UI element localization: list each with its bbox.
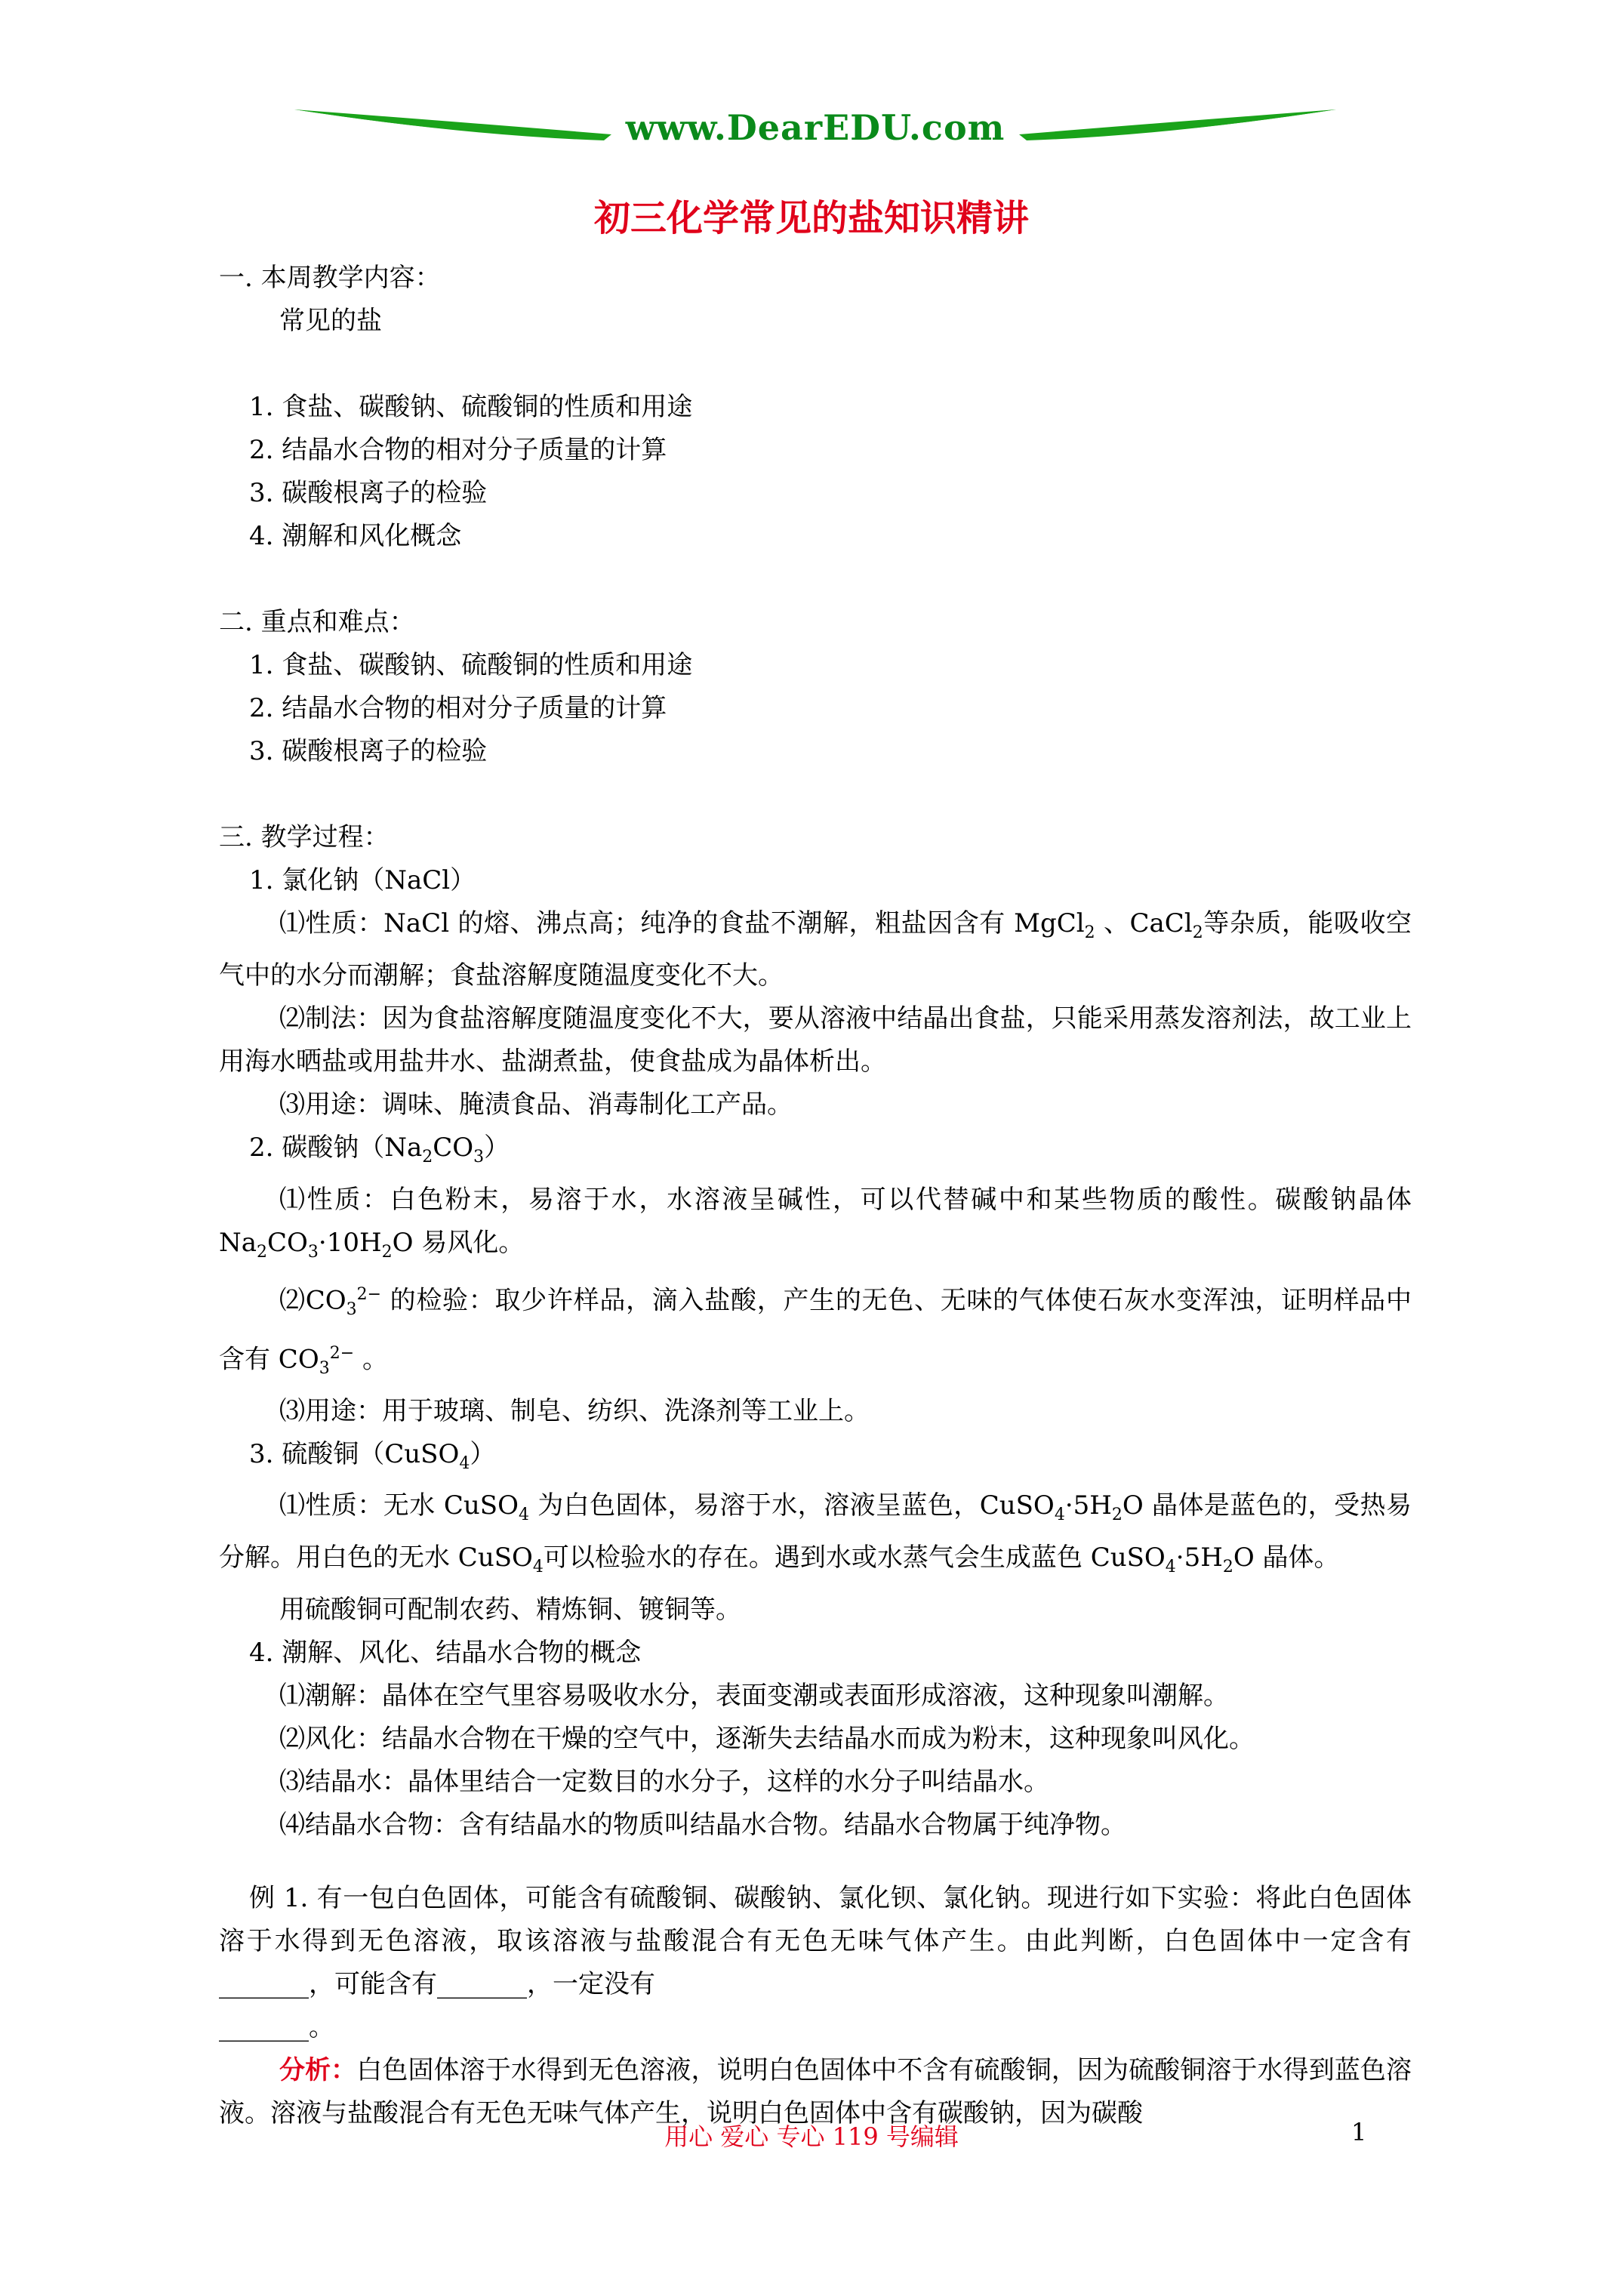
section3-heading: 三. 教学过程：	[219, 822, 390, 852]
section2-item: 3. 碳酸根离子的检验	[249, 736, 488, 766]
na2co3-property: ⑴性质：白色粉末，易溶于水，水溶液呈碱性，可以代替碱中和某些物质的酸性。碳酸钠晶体 $Na_2CO_3\cdot 10H_2O$ 易风化。	[219, 1184, 1412, 1262]
section1-item: 1. 食盐、碳酸钠、硫酸铜的性质和用途	[249, 392, 693, 422]
section1-item: 2. 结晶水合物的相对分子质量的计算	[249, 435, 667, 465]
concept-item: ⑵风化：结晶水合物在干燥的空气中，逐渐失去结晶水而成为粉末，这种现象叫风化。	[279, 1724, 1255, 1755]
concept-item: ⑴潮解：晶体在空气里容易吸收水分，表面变潮或表面形成溶液，这种现象叫潮解。	[279, 1681, 1229, 1712]
cuso4-use: 用硫酸铜可配制农药、精炼铜、镀铜等。	[279, 1595, 741, 1626]
section1-subtitle: 常见的盐	[279, 306, 382, 336]
na2co3-use: ⑶用途：用于玻璃、制皂、纺织、洗涤剂等工业上。	[279, 1395, 870, 1426]
concept-item: ⑶结晶水：晶体里结合一定数目的水分子，这样的水分子叫结晶水。	[279, 1767, 1049, 1798]
example-1: 例 1. 有一包白色固体，可能含有硫酸铜、碳酸钠、氯化钡、氯化钠。现进行如下实验：将此白色固体溶于水得到无色溶液，取该溶液与盐酸混合有无色无味气体产生。由此判断，白色固体中一定含有_______，可能含有_______，一定没有	[219, 1883, 1412, 2000]
document-body	[219, 257, 1412, 2135]
section1-item: 4. 潮解和风化概念	[249, 521, 462, 551]
page-number: 1	[1351, 2118, 1367, 2147]
site-logo-text[interactable]: www.DearEDU.com	[625, 107, 1006, 148]
page-footer: 用心 爱心 专心 119 号编辑	[664, 2122, 959, 2151]
cuso4-heading: 3. 硫酸铜（CuSO$_4$）	[249, 1438, 496, 1473]
section1-heading: 一. 本周教学内容：	[219, 263, 441, 293]
nacl-preparation: ⑵制法：因为食盐溶解度随温度变化不大，要从溶液中结晶出食盐，只能采用蒸发溶剂法，故工业上用海水晒盐或用盐井水、盐湖煮盐，使食盐成为晶体析出。	[219, 1003, 1412, 1077]
site-banner	[287, 91, 1344, 159]
concept-item: ⑷结晶水合物：含有结晶水的物质叫结晶水合物。结晶水合物属于纯净物。	[279, 1810, 1126, 1841]
section1-item: 3. 碳酸根离子的检验	[249, 478, 488, 508]
page-title: 初三化学常见的盐知识精讲	[593, 197, 1029, 239]
nacl-heading: 1. 氯化钠（NaCl）	[249, 865, 476, 895]
section2-item: 1. 食盐、碳酸钠、硫酸铜的性质和用途	[249, 650, 693, 680]
example-blank: _______。	[219, 2012, 334, 2043]
carbonate-test: $⑵CO_3^{2-}$ 的检验：取少许样品，滴入盐酸，产生的无色、无味的气体使石灰水变浑浊，证明样品中含有 $CO_3^{2-}$ 。	[219, 1285, 1412, 1378]
concepts-heading: 4. 潮解、风化、结晶水合物的概念	[249, 1638, 642, 1669]
analysis-label: 分析：	[279, 2055, 357, 2086]
nacl-property: ⑴性质：NaCl 的熔、沸点高；纯净的食盐不潮解，粗盐因含有 MgCl$_2$ 、CaCl$_2$等杂质，能吸收空气中的水分而潮解；食盐溶解度随温度变化不大。	[219, 908, 1412, 991]
cuso4-property: ⑴性质：无水 CuSO$_4$ 为白色固体，易溶于水，溶液呈蓝色，$CuSO_4\cdot 5H_2O$ 晶体是蓝色的，受热易分解。用白色的无水 CuSO$_4$可以检验水的存在。遇到水或水蒸气会生成蓝色 $CuSO_4\cdot 5H_2O$ 晶体。	[219, 1490, 1412, 1577]
na2co3-heading: 2. 碳酸钠$(Na_2CO_3)$	[249, 1132, 510, 1166]
section2-heading: 二. 重点和难点：	[219, 607, 415, 637]
section2-item: 2. 结晶水合物的相对分子质量的计算	[249, 693, 667, 723]
example-analysis: 分析：白色固体溶于水得到无色溶液，说明白色固体中不含有硫酸铜，因为硫酸铜溶于水得到蓝色溶液。溶液与盐酸混合有无色无味气体产生，说明白色固体中含有碳酸钠，因为碳酸	[219, 2055, 1412, 2129]
nacl-use: ⑶用途：调味、腌渍食品、消毒制化工产品。	[279, 1089, 793, 1120]
